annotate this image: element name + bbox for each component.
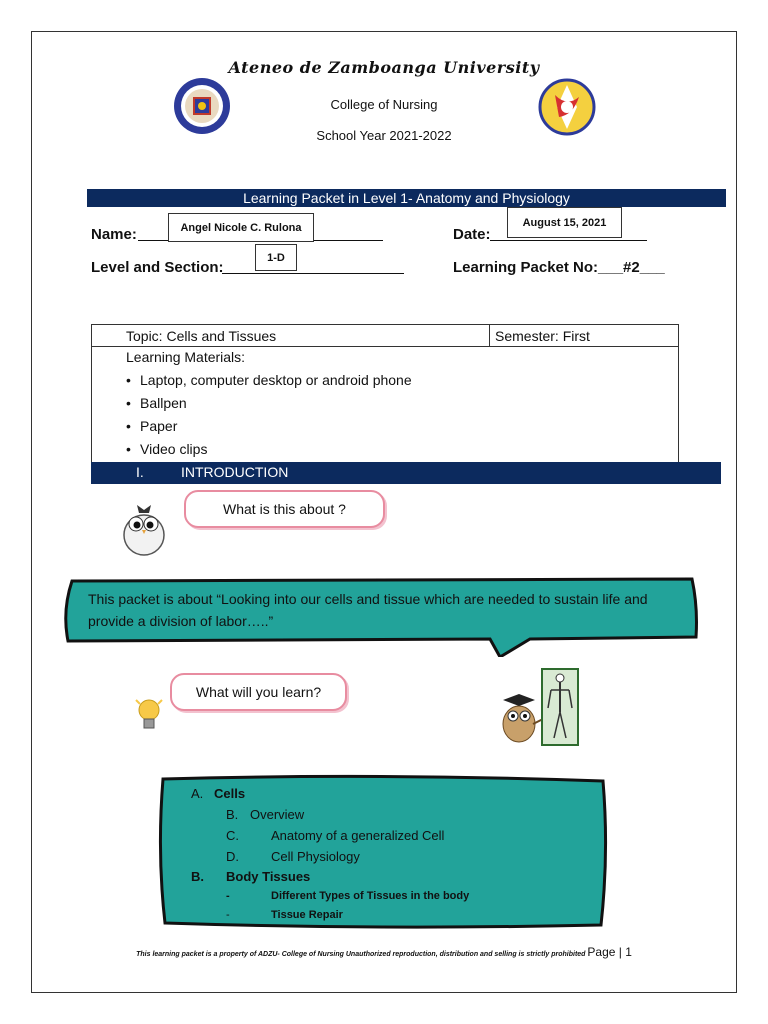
name-label: Name:	[91, 226, 137, 243]
outline-a-letter: A.	[191, 786, 204, 801]
outline-item: Cell Physiology	[271, 849, 360, 864]
outline-item: Anatomy of a generalized Cell	[271, 828, 445, 843]
school-seal-icon	[173, 77, 231, 135]
question-bubble-1: What is this about ?	[184, 490, 385, 528]
university-title: Ateneo de Zamboanga University	[228, 58, 540, 77]
outline-b-letter: B.	[191, 869, 204, 884]
school-year: School Year 2021-2022	[316, 128, 452, 143]
topic-row	[92, 325, 678, 347]
topic-text: Topic: Cells and Tissues	[126, 328, 277, 344]
list-item: • Paper	[126, 418, 178, 434]
footer-notice: This learning packet is a property of ADZU- College of Nursing Unauthorized reproduction, distribution and selling is strictly prohibited	[136, 951, 586, 958]
outline-letter: C.	[226, 828, 239, 843]
name-field[interactable]: Angel Nicole C. Rulona	[168, 213, 314, 242]
outline-sub-marker: -	[226, 909, 230, 921]
outline-sub-item: Tissue Repair	[271, 909, 343, 921]
level-section-field[interactable]: 1-D	[255, 244, 297, 271]
owl-chick-icon	[113, 497, 175, 559]
nursing-logo-icon	[537, 77, 597, 137]
semester-text: Semester: First	[495, 328, 590, 344]
page-number: Page | 1	[587, 945, 632, 959]
lightbulb-icon	[133, 696, 165, 736]
footer	[0, 945, 768, 959]
outline-b-title: Body Tissues	[226, 869, 311, 884]
about-text: This packet is about “Looking into our cells and tissue which are needed to sustain life and provide a division of labor…..”	[88, 591, 648, 629]
intro-heading: INTRODUCTION	[181, 464, 289, 480]
packet-number: Learning Packet No:___#2___	[453, 259, 665, 276]
introduction-bar	[91, 462, 721, 484]
date-label: Date:	[453, 226, 491, 243]
list-item: • Ballpen	[126, 395, 187, 411]
materials-label: Learning Materials:	[126, 349, 246, 365]
outline-sub-marker: -	[226, 890, 230, 902]
question-bubble-2: What will you learn?	[170, 673, 347, 711]
about-bubble	[60, 577, 700, 657]
topic-table	[91, 324, 679, 463]
outline-box	[157, 773, 609, 930]
list-item: • Video clips	[126, 441, 208, 457]
college-name: College of Nursing	[330, 97, 438, 112]
outline-sub-item: Different Types of Tissues in the body	[271, 890, 470, 902]
skeleton-chart-icon	[541, 668, 579, 746]
outline-letter: B.	[226, 807, 239, 822]
outline-letter: D.	[226, 849, 239, 864]
outline-a-title: Cells	[214, 786, 246, 801]
outline-item: Overview	[250, 807, 305, 822]
table-divider	[489, 325, 490, 347]
level-underline	[222, 259, 404, 274]
packet-title: Learning Packet in Level 1- Anatomy and Physiology	[87, 189, 726, 207]
level-section-label: Level and Section:	[91, 259, 224, 276]
list-item: • Laptop, computer desktop or android phone	[126, 372, 412, 388]
intro-numeral: I.	[136, 464, 144, 480]
date-field[interactable]: August 15, 2021	[507, 207, 622, 238]
